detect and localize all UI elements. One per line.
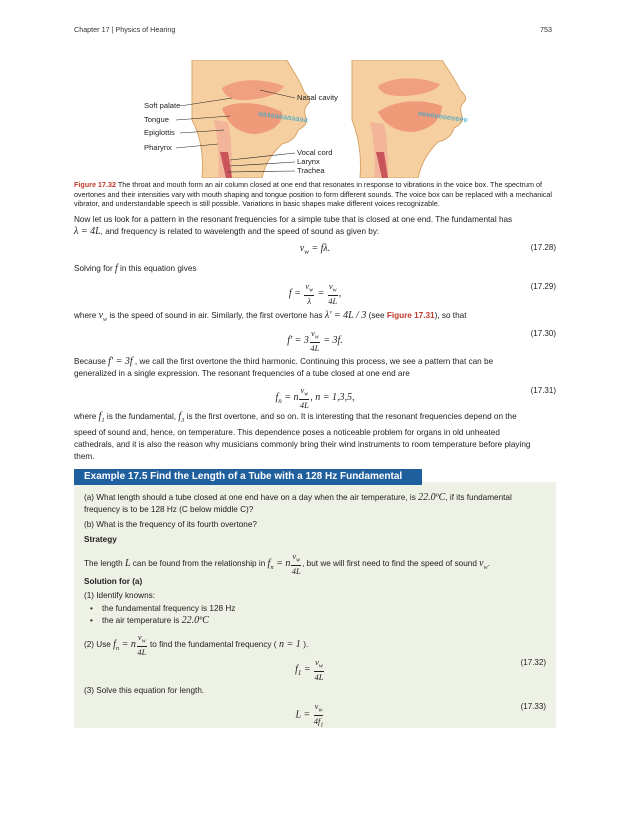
eq6-sub1: 1: [320, 722, 324, 729]
p4-math: f′ = 3f: [108, 356, 133, 367]
eq2-lambda: λ: [307, 295, 312, 306]
step2-v: v: [137, 632, 142, 642]
step2-math: n = 1: [276, 638, 304, 650]
eq5-4L: 4L: [314, 671, 324, 682]
eq1-math: [74, 243, 556, 256]
eq3-math: [74, 329, 556, 352]
paragraph-3: [74, 310, 556, 326]
step-3: (3) Solve this equation for length.: [84, 686, 205, 695]
eq5-sub: 1: [297, 668, 302, 677]
eq2-v1: v: [305, 281, 310, 291]
p1-text-a: Now let us look for a pattern in the resonant frequencies for a simple tube that is closed at one end. The fundamental has: [74, 215, 513, 224]
eq4-frac: [299, 386, 309, 409]
p3-text-b: is the speed of sound in air. Similarly, the first overtone has: [109, 311, 325, 320]
step-1: (1) Identify knowns:: [84, 591, 155, 600]
st-text-a: The length: [84, 558, 125, 568]
st-eq: =: [273, 557, 286, 569]
st-n: n: [285, 557, 291, 569]
eq4-n: n: [278, 396, 282, 405]
bullet-item-2: [90, 615, 209, 627]
eq6-w: w: [318, 707, 323, 714]
caption-label: Figure 17.32: [74, 180, 116, 189]
eq6-number: (17.33): [520, 702, 546, 711]
bullet1-text: the fundamental frequency is 128 Hz: [102, 604, 236, 613]
equation-17-31: [74, 384, 556, 412]
st-w2: w: [483, 564, 488, 571]
equation-17-30: [74, 327, 556, 355]
eq5-v: v: [315, 657, 319, 667]
step2-text-a: (2) Use: [84, 639, 114, 649]
p3-v: v: [98, 310, 104, 321]
equation-17-29: [74, 280, 556, 308]
eq4-math: [74, 386, 556, 409]
step2-w: w: [141, 638, 146, 645]
figure-17-32: [140, 60, 490, 178]
eq5-w: w: [318, 663, 323, 670]
step-2: [84, 633, 546, 656]
p5-text-b: is the fundamental,: [106, 412, 179, 421]
p3-text-c: (see: [368, 311, 387, 320]
question-b: (b) What is the frequency of its fourth overtone?: [84, 520, 257, 529]
st-frac: [291, 552, 301, 575]
step2-text-c: ).: [303, 639, 309, 649]
eq1-rhs: = fλ.: [308, 243, 331, 254]
page-number: 753: [540, 25, 552, 34]
eq2-w2: w: [332, 287, 337, 294]
label-soft-palate: Soft palate: [144, 101, 181, 110]
eq4-mid: = n: [281, 391, 299, 403]
strategy-heading: Strategy: [84, 535, 117, 544]
eq4-f: f: [275, 391, 279, 403]
eq1-w: w: [304, 248, 309, 256]
eq6-math: [74, 702, 546, 728]
st-v: v: [292, 551, 297, 561]
caption-text: The throat and mouth form an air column closed at one end that resonates in response to vibrations in the voice box. The spectrum of overtones and their intensities vary with mouth shaping and tongue position to form different sounds. The voice box can be replaced with a mechanical vibrator, and understandable speech is still possible. Variations in basic shapes make different voices recognizable.: [74, 180, 552, 208]
bullet-item-1: [90, 603, 236, 615]
paragraph-1: [74, 214, 556, 238]
p3-w: w: [103, 317, 108, 323]
running-header: Chapter 17 | Physics of Hearing: [74, 25, 176, 34]
p4-text-c: generalized in a single expression. The resonant frequencies of a tube closed at one end are: [74, 369, 410, 378]
step2-frac: [137, 633, 147, 656]
st-math-L: L: [124, 557, 131, 569]
p2-math: f: [114, 263, 118, 274]
solution-heading: Solution for (a): [84, 577, 143, 586]
eq4-v: v: [300, 385, 305, 395]
st-text-b: can be found from the relationship in: [130, 558, 268, 568]
label-epiglottis: Epiglottis: [144, 128, 175, 137]
qa-math: 22.0ºC: [418, 492, 446, 503]
eq5-frac: [314, 658, 324, 681]
qa-text-b: , if its fundamental: [445, 493, 512, 502]
p5-text-f: them.: [74, 452, 95, 461]
label-nasal-cavity: Nasal cavity: [297, 93, 338, 102]
eq6-eq: =: [300, 709, 313, 721]
p1-text-b: , and frequency is related to wavelength and the speed of sound as given by:: [100, 227, 380, 236]
label-larynx: Larynx: [297, 157, 320, 166]
step2-4L: 4L: [137, 646, 147, 657]
st-n-sub: n: [270, 563, 274, 571]
figure-caption: [74, 180, 556, 209]
p5-f3: f: [178, 411, 182, 422]
eq2-w1: w: [309, 287, 314, 294]
eq3-w: w: [314, 334, 319, 341]
sound-wave-e: eeeeeeeeeeee: [417, 108, 469, 125]
eq4-w: w: [304, 391, 309, 398]
eq5-f: f: [295, 663, 298, 675]
p5-f1: f: [98, 411, 102, 422]
step2-eq: =: [119, 638, 131, 650]
st-f: f: [267, 557, 271, 569]
eq2-frac-2: [328, 282, 338, 305]
eq3-rhs: = 3f.: [320, 334, 343, 346]
eq2-number: (17.29): [530, 282, 556, 291]
p5-text-c: is the first overtone, and so on. It is interesting that the resonant frequencies depend on the: [186, 412, 517, 421]
eq3-v: v: [310, 328, 315, 338]
eq2-equals: =: [315, 287, 327, 299]
eq3-number: (17.30): [530, 329, 556, 338]
eq1-v: v: [299, 243, 305, 254]
eq3-frac: [310, 329, 320, 352]
eq2-v2: v: [328, 281, 333, 291]
example-box: [74, 482, 556, 728]
p5-text-d: speed of sound and, hence, on temperature. This dependence poses a noticeable problem for organs in old unheated: [74, 428, 500, 437]
eq6-4f: 4f: [313, 715, 321, 726]
sound-wave-a: aaaaaaaaaaaa: [257, 108, 309, 125]
equation-17-28: [74, 241, 556, 265]
eq5-eq: =: [301, 663, 314, 675]
eq4-number: (17.31): [530, 386, 556, 395]
p5-sub1: 1: [101, 417, 105, 424]
eq6-L: L: [295, 709, 301, 721]
bullet2-text: the air temperature is: [102, 616, 182, 625]
label-trachea: Trachea: [297, 166, 325, 175]
p4-text-a: Because: [74, 357, 109, 366]
p3-text-d: ), so that: [434, 311, 467, 320]
bullet-dot-icon: •: [90, 616, 93, 625]
st-v2: v: [479, 557, 484, 569]
eq3-4L: 4L: [310, 342, 320, 353]
p3-text-a: where: [74, 311, 99, 320]
st-text-c: , but we will first need to find the speed of sound: [302, 558, 480, 568]
p4-text-b: , we call the first overtone the third harmonic. Continuing this process, we see a pattern that can be: [134, 357, 494, 366]
eq3-lhs: f′ = 3: [287, 334, 309, 346]
p2-text-b: in this equation gives: [120, 264, 197, 273]
eq2-lhs: f =: [288, 287, 304, 299]
p5-text-a: where: [74, 412, 99, 421]
eq5-number: (17.32): [520, 658, 546, 667]
label-tongue: Tongue: [144, 115, 169, 124]
figure-17-31-link[interactable]: Figure 17.31: [386, 311, 435, 320]
eq4-rhs: , n = 1,3,5,: [310, 391, 355, 403]
st-4L: 4L: [291, 565, 301, 576]
st-text-d: .: [487, 558, 490, 568]
eq1-number: (17.28): [530, 243, 556, 252]
question-a: [84, 492, 546, 516]
st-w: w: [296, 557, 301, 564]
eq5-math: [74, 658, 546, 681]
qa-text-a: (a) What length should a tube closed at one end have on a day when the air temperature, is: [84, 493, 419, 502]
equation-17-33: [74, 700, 546, 728]
eq2-frac-1: [304, 282, 314, 305]
p5-sub3: 3: [181, 417, 185, 424]
label-vocal-cord: Vocal cord: [297, 148, 333, 157]
eq6-v: v: [314, 701, 319, 711]
equation-17-32: [74, 656, 546, 684]
step2-text-b: to find the fundamental frequency (: [147, 639, 277, 649]
qa-text-c: frequency is to be 128 Hz (C below middle C)?: [84, 505, 254, 514]
p1-math: λ = 4L: [74, 226, 101, 237]
label-pharynx: Pharynx: [144, 143, 172, 152]
paragraph-5: [74, 411, 556, 463]
bullet2-math: 22.0ºC: [181, 615, 209, 626]
p2-text-a: Solving for: [74, 264, 115, 273]
step2-n: n: [130, 638, 136, 650]
example-title: Example 17.5 Find the Length of a Tube with a 128 Hz Fundamental: [74, 469, 422, 485]
p3-math: λ′ = 4L / 3: [324, 310, 367, 321]
step2-f: f: [113, 638, 116, 650]
strategy-text: [84, 552, 546, 575]
p5-text-e: cathedrals, and it is also the reason why musicians commonly bring their wind instruments to room temperature before playing: [74, 440, 531, 449]
bullet-dot-icon: •: [90, 604, 93, 613]
eq2-math: f = $\frac{v_w}{\lambda}$ = $\frac{v_w}{4L}$ ,: [288, 281, 342, 306]
eq2-4L: 4L: [328, 295, 338, 306]
paragraph-2: [74, 263, 556, 275]
eq4-4L: 4L: [299, 399, 309, 410]
eq6-frac: [314, 702, 324, 728]
paragraph-4: [74, 356, 556, 380]
step2-n-sub: n: [115, 644, 120, 652]
